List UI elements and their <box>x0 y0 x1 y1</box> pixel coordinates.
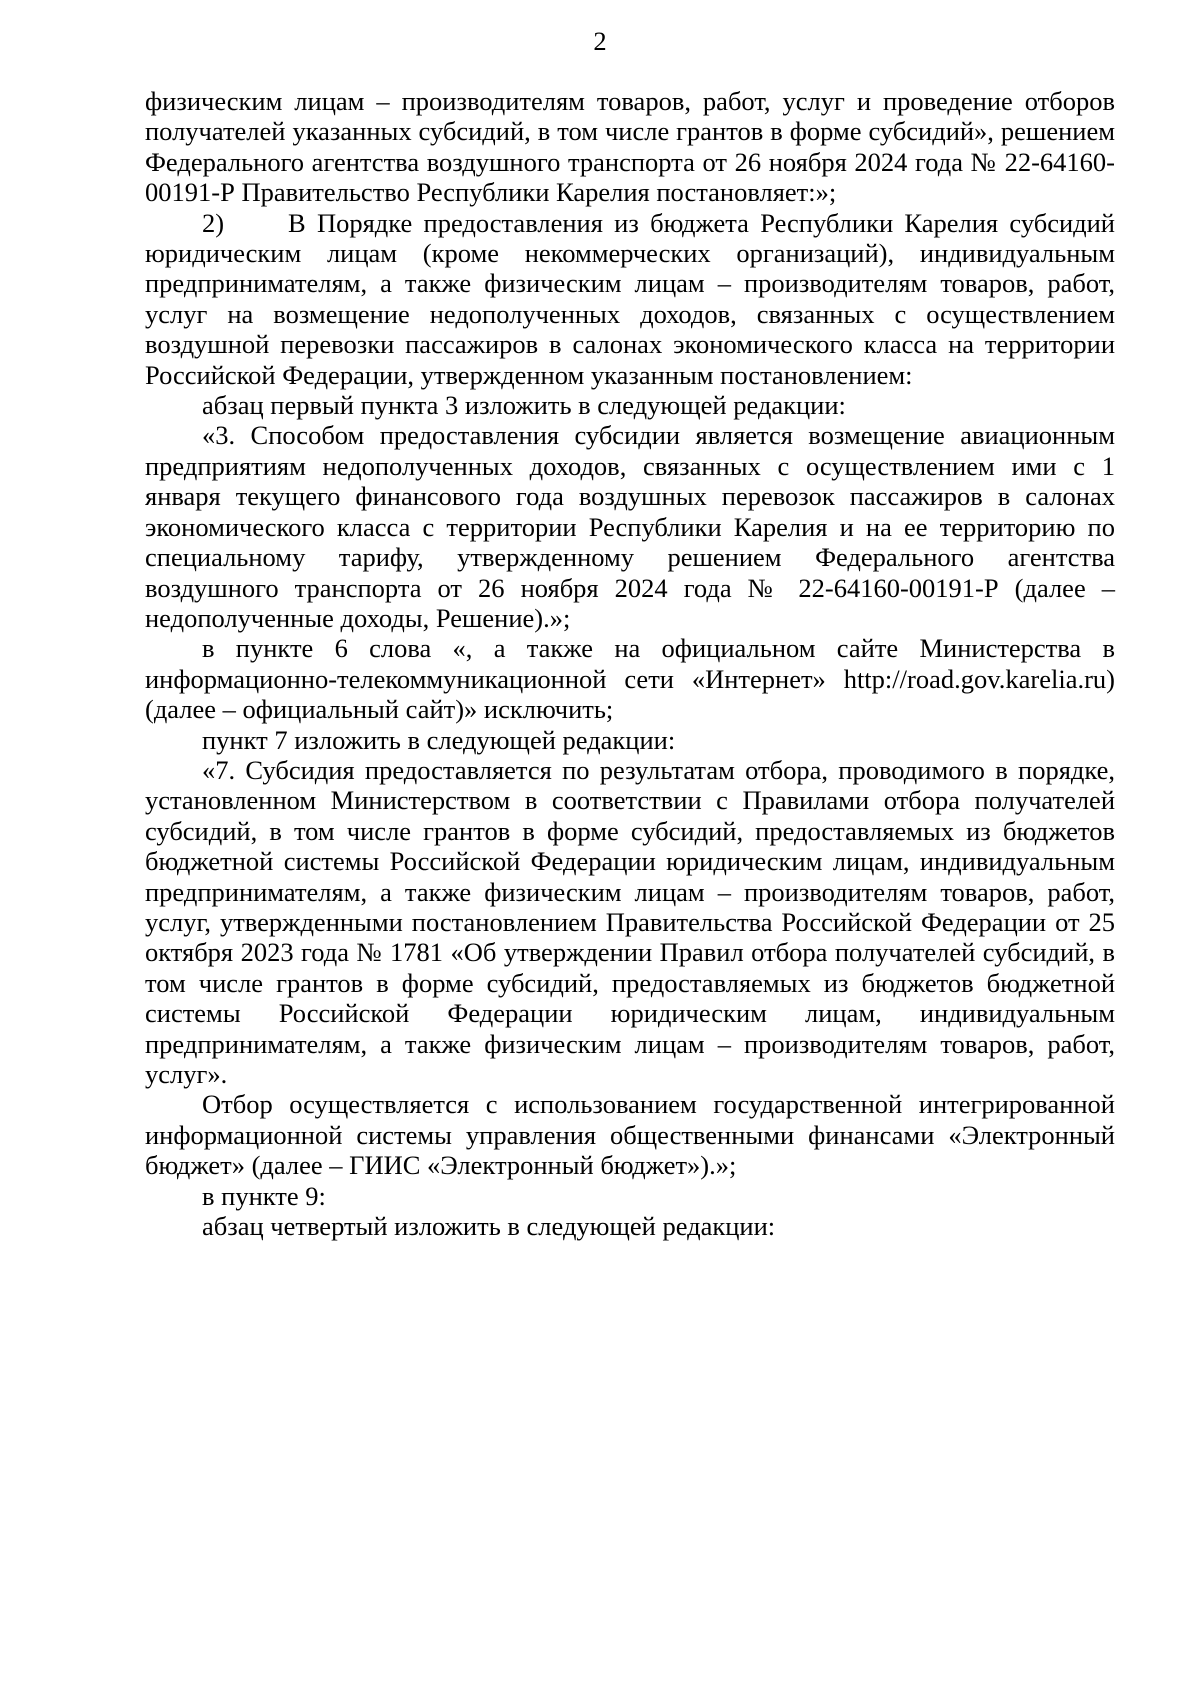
paragraph-clause-9-intro: в пункте 9: <box>202 1180 326 1211</box>
paragraph-clause-7-text: «7. Субсидия предоставляется по результатам отбора, проводимого в порядке, установленном Министерством в соответствии с Правилами отбора получателей субсидий, в том числе грантов в форме субсидий, предоставляемых из бюджетов бюджетной системы Российской Федерации юридическим лицам, индивидуальным предпринимателям, а также физическим лицам – производителям товаров, работ, услуг, утвержденными постановлением Правительства Российской Федерации от 25 октября 2023 года № 1781 «Об утверждении Правил отбора получателей субсидий, в том числе грантов в форме субсидий, предоставляемых из бюджетов бюджетной системы Российской Федерации юридическим лицам, индивидуальным предпринимателям, а также физическим лицам – производителям товаров, работ, услуг». <box>145 754 1115 1089</box>
document-body <box>145 86 1115 1241</box>
paragraph-clause-6-amendment: в пункте 6 слова «, а также на официальном сайте Министерства в информационно-телекоммуникационной сети «Интернет» http://road.gov.karelia.ru) (далее – официальный сайт)» исключить; <box>145 633 1115 725</box>
paragraph-clause-3-intro: абзац первый пункта 3 изложить в следующей редакции: <box>202 390 846 421</box>
page-number: 2 <box>593 26 607 56</box>
paragraph-clause-7-intro: пункт 7 изложить в следующей редакции: <box>202 724 676 755</box>
paragraph-selection-system: Отбор осуществляется с использованием государственной интегрированной информационной системы управления общественными финансами «Электронный бюджет» (далее – ГИИС «Электронный бюджет»).»; <box>145 1089 1115 1181</box>
item-2-text: В Порядке предоставления из бюджета Республики Карелия субсидий юридическим лицам (кроме некоммерческих организаций), индивидуальным предпринимателям, а также физическим лицам – производителям товаров, работ, услуг на возмещение недополученных доходов, связанных с осуществлением воздушной перевозки пассажиров в салонах экономического класса на территории Российской Федерации, утвержденном указанным постановлением: <box>145 207 1115 390</box>
paragraph-clause-9-abzac: абзац четвертый изложить в следующей редакции: <box>202 1211 776 1242</box>
item-number: 2) <box>202 207 225 238</box>
paragraph-item-2 <box>145 208 1115 390</box>
paragraph-preamble-continuation: физическим лицам – производителям товаров, работ, услуг и проведение отборов получателей указанных субсидий, в том числе грантов в форме субсидий», решением Федерального агентства воздушного транспорта от 26 ноября 2024 года № 22-64160-00191-Р Правительство Республики Карелия постановляет:»; <box>145 86 1115 208</box>
paragraph-clause-3-text: «3. Способом предоставления субсидии является возмещение авиационным предприятиям недополученных доходов, связанных с осуществлением ими с 1 января текущего финансового года воздушных перевозок пассажиров в салонах экономического класса с территории Республики Карелия и на ее территорию по специальному тарифу, утвержденному решением Федерального агентства воздушного транспорта от 26 ноября 2024 года № 22-64160-00191-Р (далее – недополученные доходы, Решение).»; <box>145 420 1115 633</box>
